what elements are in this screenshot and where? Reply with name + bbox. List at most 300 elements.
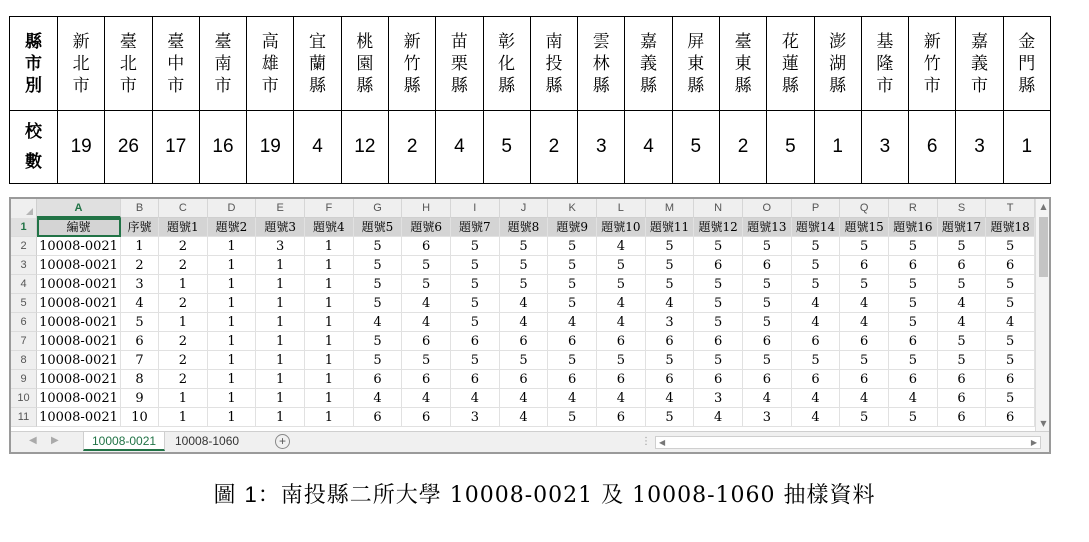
column-header-o[interactable]: O (743, 199, 792, 218)
school-count: 3 (879, 136, 891, 157)
data-cell[interactable]: 5 (500, 275, 549, 294)
vertical-scroll-thumb[interactable] (1039, 217, 1048, 277)
data-cell[interactable]: 3 (694, 389, 743, 408)
data-cell[interactable]: 8 (121, 370, 159, 389)
scroll-down-arrow-icon[interactable]: ▼ (1040, 419, 1047, 428)
data-cell[interactable]: 6 (889, 332, 938, 351)
data-cell[interactable]: 6 (402, 370, 451, 389)
data-cell[interactable]: 6 (402, 237, 451, 256)
data-cell[interactable]: 5 (354, 275, 403, 294)
sheet-tab-bar (11, 431, 1051, 452)
county-header-label: 縣市別 (25, 31, 42, 96)
data-cell[interactable]: 3 (646, 313, 695, 332)
data-cell[interactable]: 6 (354, 370, 403, 389)
data-cell[interactable]: 5 (451, 275, 500, 294)
data-cell[interactable]: 4 (597, 294, 646, 313)
data-cell[interactable]: 5 (646, 237, 695, 256)
data-cell[interactable]: 6 (597, 332, 646, 351)
header-cell[interactable]: 題號7 (451, 218, 500, 237)
data-cell[interactable]: 3 (256, 237, 305, 256)
data-cell[interactable]: 4 (402, 313, 451, 332)
data-cell[interactable]: 5 (840, 351, 889, 370)
data-cell[interactable]: 5 (889, 313, 938, 332)
column-header-f[interactable]: F (305, 199, 354, 218)
data-cell[interactable]: 7 (121, 351, 159, 370)
data-cell[interactable]: 3 (121, 275, 159, 294)
data-cell[interactable]: 6 (986, 256, 1035, 275)
column-header-r[interactable]: R (889, 199, 938, 218)
column-header-j[interactable]: J (500, 199, 549, 218)
data-cell[interactable]: 1 (256, 294, 305, 313)
data-cell[interactable]: 6 (840, 256, 889, 275)
data-cell[interactable]: 4 (597, 389, 646, 408)
county-name-cell (909, 17, 956, 111)
data-cell[interactable]: 6 (500, 370, 549, 389)
data-cell[interactable]: 1 (305, 370, 354, 389)
data-cell[interactable]: 5 (597, 256, 646, 275)
data-cell[interactable]: 6 (121, 332, 159, 351)
add-sheet-plus-icon[interactable]: + (275, 434, 290, 449)
data-cell[interactable]: 6 (986, 408, 1035, 427)
column-header-l[interactable]: L (597, 199, 646, 218)
data-cell[interactable]: 6 (792, 332, 841, 351)
data-cell[interactable]: 5 (646, 256, 695, 275)
column-header-k[interactable]: K (548, 199, 597, 218)
data-cell[interactable]: 5 (694, 294, 743, 313)
data-cell[interactable]: 9 (121, 389, 159, 408)
data-cell[interactable]: 1 (305, 237, 354, 256)
data-cell[interactable]: 2 (159, 332, 208, 351)
header-cell[interactable]: 序號 (121, 218, 159, 237)
school-count: 4 (312, 136, 323, 157)
data-cell[interactable]: 5 (792, 351, 841, 370)
data-cell[interactable]: 6 (500, 332, 549, 351)
data-cell[interactable]: 2 (159, 370, 208, 389)
data-cell[interactable]: 4 (402, 294, 451, 313)
data-cell[interactable]: 1 (256, 351, 305, 370)
data-cell[interactable]: 5 (792, 256, 841, 275)
header-cell[interactable]: 題號6 (402, 218, 451, 237)
header-cell[interactable]: 題號16 (889, 218, 938, 237)
data-cell[interactable]: 2 (159, 256, 208, 275)
column-header-p[interactable]: P (792, 199, 841, 218)
school-count: 2 (548, 136, 560, 157)
data-cell[interactable]: 5 (792, 275, 841, 294)
data-cell[interactable]: 5 (548, 237, 597, 256)
county-name-cell (861, 17, 908, 111)
county-name: 彰化縣 (498, 31, 516, 96)
school-count: 2 (737, 136, 749, 157)
data-cell[interactable]: 5 (646, 351, 695, 370)
data-cell[interactable]: 1 (305, 313, 354, 332)
school-count-cell (861, 111, 908, 184)
data-cell[interactable]: 4 (840, 313, 889, 332)
data-cell[interactable]: 6 (548, 370, 597, 389)
header-cell[interactable]: 題號4 (305, 218, 354, 237)
data-cell[interactable]: 6 (402, 332, 451, 351)
scroll-right-arrow-icon[interactable]: ▶ (1030, 438, 1037, 447)
data-cell[interactable]: 5 (889, 275, 938, 294)
row-number[interactable]: 8 (11, 351, 37, 370)
data-cell[interactable]: 1 (305, 294, 354, 313)
data-cell[interactable]: 1 (208, 294, 257, 313)
data-cell[interactable]: 6 (451, 332, 500, 351)
data-cell[interactable]: 10008-0021 (37, 351, 121, 370)
data-cell[interactable]: 4 (792, 294, 841, 313)
data-cell[interactable]: 3 (451, 408, 500, 427)
data-cell[interactable]: 6 (743, 332, 792, 351)
data-cell[interactable]: 5 (451, 351, 500, 370)
row-number[interactable]: 3 (11, 256, 37, 275)
data-cell[interactable]: 5 (451, 256, 500, 275)
data-cell[interactable]: 5 (451, 237, 500, 256)
data-cell[interactable]: 5 (986, 332, 1035, 351)
column-header-q[interactable]: Q (840, 199, 889, 218)
data-cell[interactable]: 1 (305, 408, 354, 427)
data-cell[interactable]: 5 (451, 294, 500, 313)
school-count-row (10, 111, 1051, 184)
header-cell[interactable]: 題號1 (159, 218, 208, 237)
data-cell[interactable]: 6 (646, 370, 695, 389)
data-cell[interactable]: 6 (694, 332, 743, 351)
column-header-g[interactable]: G (354, 199, 403, 218)
data-cell[interactable]: 5 (354, 237, 403, 256)
data-cell[interactable]: 4 (840, 294, 889, 313)
data-cell[interactable]: 4 (792, 313, 841, 332)
data-cell[interactable]: 6 (597, 370, 646, 389)
data-cell[interactable]: 5 (986, 294, 1035, 313)
data-cell[interactable]: 5 (500, 351, 549, 370)
vertical-scrollbar[interactable] (1035, 199, 1051, 431)
data-cell[interactable]: 5 (938, 237, 987, 256)
data-cell[interactable]: 1 (305, 389, 354, 408)
column-header-b[interactable]: B (121, 199, 159, 218)
data-cell[interactable]: 5 (938, 275, 987, 294)
row-number[interactable]: 11 (11, 408, 37, 427)
data-cell[interactable]: 5 (986, 351, 1035, 370)
data-cell[interactable]: 1 (208, 256, 257, 275)
data-cell[interactable]: 6 (889, 256, 938, 275)
data-cell[interactable]: 5 (548, 294, 597, 313)
school-count-cell (105, 111, 152, 184)
row-number[interactable]: 9 (11, 370, 37, 389)
data-cell[interactable]: 5 (792, 237, 841, 256)
data-cell[interactable]: 5 (889, 294, 938, 313)
data-cell[interactable]: 4 (121, 294, 159, 313)
data-cell[interactable]: 5 (548, 351, 597, 370)
sheet-tab-10008-1060[interactable]: 10008-1060 (175, 434, 240, 448)
data-cell[interactable]: 1 (256, 256, 305, 275)
data-cell[interactable]: 5 (500, 256, 549, 275)
header-cell[interactable]: 題號11 (646, 218, 695, 237)
column-header-m[interactable]: M (646, 199, 695, 218)
tab-splitter-handle-icon[interactable]: ⋮ (641, 436, 651, 447)
data-cell[interactable]: 1 (159, 408, 208, 427)
school-count-cell (530, 111, 577, 184)
county-name-cell (530, 17, 577, 111)
data-cell[interactable]: 5 (694, 313, 743, 332)
data-cell[interactable]: 5 (402, 275, 451, 294)
data-cell[interactable]: 5 (354, 256, 403, 275)
header-cell[interactable]: 題號13 (743, 218, 792, 237)
data-cell[interactable]: 1 (208, 313, 257, 332)
horizontal-scrollbar[interactable] (655, 436, 1041, 449)
school-count: 6 (926, 136, 938, 157)
column-header-e[interactable]: E (256, 199, 305, 218)
county-name: 苗栗縣 (450, 31, 468, 96)
table-row (11, 237, 1035, 256)
data-cell[interactable]: 4 (986, 313, 1035, 332)
scroll-left-arrow-icon[interactable]: ◀ (659, 438, 666, 447)
data-cell[interactable]: 1 (159, 313, 208, 332)
data-cell[interactable]: 5 (743, 313, 792, 332)
data-cell[interactable]: 10008-0021 (37, 332, 121, 351)
data-cell[interactable]: 4 (402, 389, 451, 408)
data-cell[interactable]: 6 (548, 332, 597, 351)
data-cell[interactable]: 4 (938, 294, 987, 313)
data-cell[interactable]: 5 (743, 237, 792, 256)
data-cell[interactable]: 10008-0021 (37, 313, 121, 332)
data-cell[interactable]: 1 (305, 351, 354, 370)
data-cell[interactable]: 4 (646, 294, 695, 313)
data-cell[interactable]: 5 (743, 275, 792, 294)
data-cell[interactable]: 4 (694, 408, 743, 427)
data-cell[interactable]: 1 (305, 332, 354, 351)
data-cell[interactable]: 5 (354, 294, 403, 313)
data-cell[interactable]: 4 (500, 389, 549, 408)
data-cell[interactable]: 6 (938, 370, 987, 389)
data-cell[interactable]: 6 (646, 332, 695, 351)
data-cell[interactable]: 1 (208, 332, 257, 351)
data-cell[interactable]: 4 (792, 408, 841, 427)
data-cell[interactable]: 2 (159, 237, 208, 256)
data-cell[interactable]: 2 (159, 294, 208, 313)
row-number[interactable]: 4 (11, 275, 37, 294)
data-cell[interactable]: 4 (500, 408, 549, 427)
header-cell[interactable]: 編號 (37, 218, 121, 237)
header-cell[interactable]: 題號18 (986, 218, 1035, 237)
data-cell[interactable]: 5 (986, 237, 1035, 256)
row-number[interactable]: 6 (11, 313, 37, 332)
data-cell[interactable]: 6 (597, 408, 646, 427)
data-cell[interactable]: 4 (938, 313, 987, 332)
data-cell[interactable]: 5 (500, 237, 549, 256)
data-cell[interactable]: 5 (840, 275, 889, 294)
table-row (11, 256, 1035, 275)
column-header-n[interactable]: N (694, 199, 743, 218)
header-cell[interactable]: 題號10 (597, 218, 646, 237)
row-number[interactable]: 5 (11, 294, 37, 313)
data-cell[interactable]: 5 (743, 294, 792, 313)
county-name: 臺東縣 (734, 31, 752, 96)
table-row (11, 294, 1035, 313)
header-cell[interactable]: 題號2 (208, 218, 257, 237)
data-cell[interactable]: 5 (646, 275, 695, 294)
school-count: 16 (212, 136, 234, 157)
data-cell[interactable]: 5 (694, 275, 743, 294)
data-cell[interactable]: 1 (208, 275, 257, 294)
data-cell[interactable]: 6 (938, 256, 987, 275)
data-cell[interactable]: 5 (938, 332, 987, 351)
data-cell[interactable]: 1 (121, 237, 159, 256)
data-cell[interactable]: 5 (402, 351, 451, 370)
school-count: 4 (643, 136, 654, 157)
data-cell[interactable]: 5 (402, 256, 451, 275)
data-cell[interactable]: 5 (694, 351, 743, 370)
school-count-cell (719, 111, 766, 184)
header-cell[interactable]: 題號14 (792, 218, 841, 237)
data-cell[interactable]: 5 (694, 237, 743, 256)
data-cell[interactable]: 4 (840, 389, 889, 408)
data-cell[interactable]: 1 (305, 275, 354, 294)
data-cell[interactable]: 5 (840, 408, 889, 427)
county-name: 嘉義縣 (640, 31, 658, 96)
school-count-cell (436, 111, 483, 184)
data-cell[interactable]: 4 (889, 389, 938, 408)
data-cell[interactable]: 4 (548, 313, 597, 332)
data-cell[interactable]: 4 (354, 389, 403, 408)
caption-prefix: 圖 (213, 483, 245, 508)
data-cell[interactable]: 1 (208, 389, 257, 408)
data-cell[interactable]: 1 (208, 370, 257, 389)
data-cell[interactable]: 10008-0021 (37, 389, 121, 408)
next-sheet-arrow-icon[interactable]: ▶ (51, 435, 59, 446)
data-cell[interactable]: 1 (159, 275, 208, 294)
school-count-cell (672, 111, 719, 184)
data-cell[interactable]: 6 (354, 408, 403, 427)
data-cell[interactable]: 4 (597, 313, 646, 332)
data-cell[interactable]: 5 (354, 351, 403, 370)
data-cell[interactable]: 4 (548, 389, 597, 408)
data-cell[interactable]: 6 (938, 389, 987, 408)
data-cell[interactable]: 5 (986, 275, 1035, 294)
data-cell[interactable]: 5 (743, 351, 792, 370)
data-cell[interactable]: 5 (889, 237, 938, 256)
data-cell[interactable]: 5 (646, 408, 695, 427)
data-cell[interactable]: 1 (305, 256, 354, 275)
data-cell[interactable]: 6 (694, 370, 743, 389)
column-header-d[interactable]: D (208, 199, 257, 218)
data-cell[interactable]: 10 (121, 408, 159, 427)
data-cell[interactable]: 1 (256, 408, 305, 427)
school-count: 2 (406, 136, 418, 157)
data-cell[interactable]: 4 (354, 313, 403, 332)
data-cell[interactable]: 6 (840, 332, 889, 351)
row-number[interactable]: 1 (11, 218, 37, 237)
data-cell[interactable]: 2 (121, 256, 159, 275)
school-count-cell (767, 111, 814, 184)
data-cell[interactable]: 1 (208, 408, 257, 427)
column-header-h[interactable]: H (402, 199, 451, 218)
header-cell[interactable]: 題號5 (354, 218, 403, 237)
data-cell[interactable]: 4 (451, 389, 500, 408)
data-cell[interactable]: 5 (889, 351, 938, 370)
data-cell[interactable]: 6 (743, 370, 792, 389)
data-cell[interactable]: 5 (597, 351, 646, 370)
data-cell[interactable]: 6 (743, 256, 792, 275)
data-cell[interactable]: 5 (938, 351, 987, 370)
data-cell[interactable]: 6 (792, 370, 841, 389)
header-cell[interactable]: 題號3 (256, 218, 305, 237)
data-cell[interactable]: 3 (743, 408, 792, 427)
scroll-up-arrow-icon[interactable]: ▲ (1040, 202, 1047, 211)
data-cell[interactable]: 10008-0021 (37, 275, 121, 294)
data-cell[interactable]: 10008-0021 (37, 237, 121, 256)
data-cell[interactable]: 6 (986, 370, 1035, 389)
data-cell[interactable]: 4 (500, 313, 549, 332)
caption-number: 1 (244, 482, 258, 507)
data-cell[interactable]: 5 (986, 389, 1035, 408)
data-cell[interactable]: 4 (500, 294, 549, 313)
row-number[interactable]: 2 (11, 237, 37, 256)
data-cell[interactable]: 6 (402, 408, 451, 427)
data-cell[interactable]: 6 (840, 370, 889, 389)
data-cell[interactable]: 4 (646, 389, 695, 408)
data-cell[interactable]: 1 (256, 313, 305, 332)
data-cell[interactable]: 4 (743, 389, 792, 408)
header-cell[interactable]: 題號8 (500, 218, 549, 237)
column-header-t[interactable]: T (986, 199, 1035, 218)
school-count: 5 (690, 136, 702, 157)
data-cell[interactable]: 5 (548, 256, 597, 275)
select-all-corner[interactable] (11, 199, 37, 218)
data-cell[interactable]: 5 (597, 275, 646, 294)
row-number[interactable]: 7 (11, 332, 37, 351)
column-header-i[interactable]: I (451, 199, 500, 218)
data-cell[interactable]: 6 (889, 370, 938, 389)
data-cell[interactable]: 5 (548, 408, 597, 427)
header-cell[interactable]: 題號17 (938, 218, 987, 237)
column-header-a[interactable]: A (37, 199, 121, 218)
data-cell[interactable]: 10008-0021 (37, 256, 121, 275)
data-cell[interactable]: 5 (548, 275, 597, 294)
data-cell[interactable]: 5 (354, 332, 403, 351)
county-name-cell (956, 17, 1003, 111)
data-cell[interactable]: 1 (256, 389, 305, 408)
data-cell[interactable]: 1 (208, 351, 257, 370)
column-header-c[interactable]: C (159, 199, 208, 218)
header-cell[interactable]: 題號9 (548, 218, 597, 237)
data-cell[interactable]: 4 (792, 389, 841, 408)
prev-sheet-arrow-icon[interactable]: ◀ (29, 435, 37, 446)
data-cell[interactable]: 1 (159, 389, 208, 408)
data-cell[interactable]: 5 (451, 313, 500, 332)
county-name: 桃園縣 (356, 31, 374, 96)
column-header-s[interactable]: S (938, 199, 987, 218)
data-cell[interactable]: 1 (256, 370, 305, 389)
data-cell[interactable]: 6 (451, 370, 500, 389)
data-cell[interactable]: 5 (889, 408, 938, 427)
county-name: 嘉義市 (970, 31, 988, 96)
header-cell[interactable]: 題號15 (840, 218, 889, 237)
data-cell[interactable]: 2 (159, 351, 208, 370)
data-cell[interactable]: 5 (121, 313, 159, 332)
data-cell[interactable]: 10008-0021 (37, 408, 121, 427)
data-cell[interactable]: 1 (256, 332, 305, 351)
sheet-tab-10008-0021[interactable]: 10008-0021 (83, 432, 165, 451)
data-cell[interactable]: 6 (694, 256, 743, 275)
data-cell[interactable]: 10008-0021 (37, 294, 121, 313)
data-cell[interactable]: 5 (840, 237, 889, 256)
header-cell[interactable]: 題號12 (694, 218, 743, 237)
data-cell[interactable]: 1 (256, 275, 305, 294)
data-cell[interactable]: 1 (208, 237, 257, 256)
data-cell[interactable]: 4 (597, 237, 646, 256)
data-cell[interactable]: 10008-0021 (37, 370, 121, 389)
row-number[interactable]: 10 (11, 389, 37, 408)
school-count-cell (909, 111, 956, 184)
data-cell[interactable]: 6 (938, 408, 987, 427)
